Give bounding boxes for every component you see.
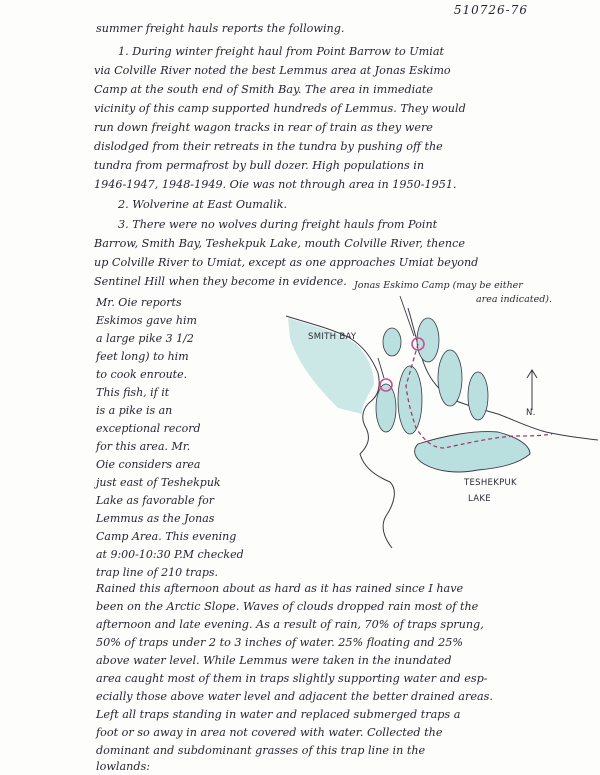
- text-line: is a pike is an: [96, 404, 173, 417]
- text-line: ecially those above water level and adjacent the better drained areas.: [96, 690, 493, 703]
- text-line: 3. There were no wolves during freight hauls from Point: [118, 218, 438, 231]
- text-line: Lake as favorable for: [96, 494, 215, 507]
- item-2-line: 2. Wolverine at East Oumalik.: [118, 198, 288, 211]
- text-line: area caught most of them in traps slightly supporting water and esp-: [96, 672, 488, 685]
- text-line: Camp at the south end of Smith Bay. The area in immediate: [94, 83, 434, 96]
- text-line: dislodged from their retreats in the tundra by pushing off the: [94, 140, 443, 153]
- map-caption-line-1: Jonas Eskimo Camp (may be either: [354, 280, 523, 291]
- text-line: Lemmus as the Jonas: [96, 512, 215, 525]
- map-drawing: [268, 268, 600, 558]
- text-line: above water level. While Lemmus were taken in the inundated: [96, 654, 452, 667]
- lake-center: [398, 366, 422, 434]
- text-line: exceptional record: [96, 422, 201, 435]
- text-line: trap line of 210 traps.: [96, 566, 219, 579]
- pointer-arrow: [400, 296, 414, 336]
- map-label-teshekpuk: TESHEKPUK: [464, 478, 517, 488]
- text-line: afternoon and late evening. As a result of rain, 70% of traps sprung,: [96, 618, 484, 631]
- text-line: 1946-1947, 1948-1949. Oie was not through area in 1950-1951.: [94, 178, 457, 191]
- text-line: just east of Teshekpuk: [96, 476, 221, 489]
- text-line: been on the Arctic Slope. Waves of clouds dropped rain most of the: [96, 600, 479, 613]
- text-line: dominant and subdominant grasses of this trap line in the: [96, 744, 426, 757]
- intro-line: summer freight hauls reports the following.: [96, 22, 345, 35]
- text-line: lowlands:: [96, 760, 151, 773]
- text-line: via Colville River noted the best Lemmus area at Jonas Eskimo: [94, 64, 451, 77]
- text-line: feet long) to him: [96, 350, 189, 363]
- text-line: tundra from permafrost by bull dozer. High populations in: [94, 159, 425, 172]
- text-line: a large pike 3 1/2: [96, 332, 194, 345]
- teshekpuk-lake: [415, 432, 530, 472]
- lake-far-east: [468, 372, 488, 420]
- text-line: at 9:00-10:30 P.M checked: [96, 548, 244, 561]
- text-line: run down freight wagon tracks in rear of train as they were: [94, 121, 433, 134]
- text-line: Left all traps standing in water and replaced submerged traps a: [96, 708, 461, 721]
- text-line: 1. During winter freight haul from Point Barrow to Umiat: [118, 45, 445, 58]
- map-label-smith-bay: SMITH BAY: [308, 332, 357, 342]
- text-line: foot or so away in area not covered with water. Collected the: [96, 726, 443, 739]
- map-label-lake: LAKE: [468, 494, 491, 504]
- lake-small: [383, 328, 401, 356]
- text-line: Rained this afternoon about as hard as it has rained since I have: [96, 582, 464, 595]
- text-line: This fish, if it: [96, 386, 170, 399]
- note-id: 510726-76: [453, 3, 528, 17]
- text-line: Oie considers area: [96, 458, 201, 471]
- map-caption-line-2: area indicated).: [476, 294, 553, 305]
- text-line: vicinity of this camp supported hundreds of Lemmus. They would: [94, 102, 466, 115]
- text-line: 50% of traps under 2 to 3 inches of water. 25% floating and 25%: [96, 636, 464, 649]
- sketch-map: [268, 268, 600, 558]
- text-line: Camp Area. This evening: [96, 530, 237, 543]
- text-line: up Colville River to Umiat, except as one approaches Umiat beyond: [94, 256, 479, 269]
- text-line: Eskimos gave him: [96, 314, 197, 327]
- text-line: Mr. Oie reports: [96, 296, 182, 309]
- lake-east: [438, 350, 462, 406]
- map-label-north: N.: [526, 408, 536, 418]
- text-line: for this area. Mr.: [96, 440, 191, 453]
- lake-north: [417, 318, 439, 362]
- text-line: Sentinel Hill when they become in evidence.: [94, 275, 347, 288]
- text-line: Barrow, Smith Bay, Teshekpuk Lake, mouth Colville River, thence: [94, 237, 465, 250]
- text-line: to cook enroute.: [96, 368, 188, 381]
